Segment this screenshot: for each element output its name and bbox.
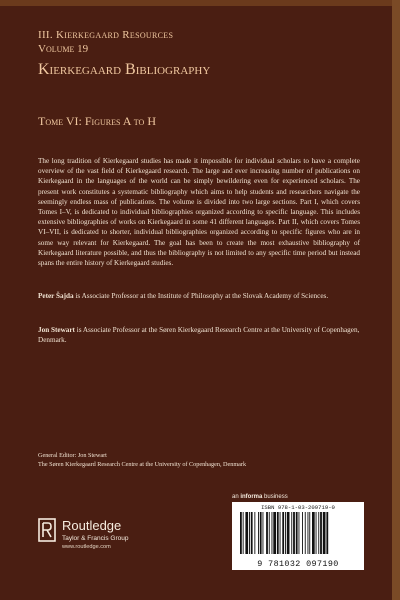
informa-tagline: an informa business: [232, 494, 288, 500]
cover-header: [38, 28, 368, 80]
publisher-name: Routledge: [62, 518, 122, 533]
editor-credits: [38, 451, 368, 469]
informa-brand: informa: [240, 494, 263, 500]
author-bio-text: is Associate Professor at the Institute of Philosophy at the Slovak Academy of Sciences.: [73, 292, 329, 300]
routledge-logo-icon: [38, 518, 56, 542]
publisher-block: [38, 518, 168, 578]
tome-subtitle: Tome VI: Figures A to H: [38, 114, 156, 128]
author-bio-stewart: [38, 325, 360, 345]
spine-edge-strip: [392, 0, 400, 600]
series-title: III. Kierkegaard Resources: [38, 29, 174, 41]
description-paragraph: The long tradition of Kierkegaard studies has made it impossible for individual scholars to have a complete overview of the vast field of Kierkegaard research. The large and ever increasing number of publications on Kierkegaard in the languages of the world can be simply bewildering even for experienced scholars. The present work constitutes a systematic bibliography which aims to help students and researchers navigate the seemingly endless mass of publications. The volume is divided into two large sections. Part I, which covers Tomes I–V, is dedicated to individual bibliographies organized according to specific language. This includes extensive bibliographies of works on Kierkegaard in some 41 different languages. Part II, which covers Tomes VI–VII, is dedicated to shorter, individual bibliographies organized according to specific figures who are in some way relevant for Kierkegaard. The goal has been to create the most exhaustive bibliography of Kierkegaard literature possible, and thus the bibliography is not limited to any specific time period but instead spans the entire history of Kierkegaard studies.: [38, 157, 360, 268]
isbn-label: ISBN 978-1-03-209719-0: [261, 504, 335, 511]
author-bio-text: is Associate Professor at the Søren Kierkegaard Research Centre at the University of Copenhagen, Denmark.: [38, 326, 360, 345]
isbn-digits: 9 781032 097190: [257, 559, 339, 569]
book-title: Kierkegaard Bibliography: [38, 61, 211, 78]
author-name: Jon Stewart: [38, 326, 75, 334]
publisher-url: www.routledge.com: [62, 544, 111, 550]
general-editor-line: General Editor: Jon Stewart: [38, 452, 107, 459]
author-bio-sajda: [38, 291, 360, 301]
barcode-bars: [240, 512, 358, 554]
research-centre-line: The Søren Kierkegaard Research Centre at the University of Copenhagen, Denmark: [38, 461, 247, 468]
isbn-barcode: [232, 502, 364, 570]
author-name: Peter Šajda: [38, 292, 74, 300]
volume-number: Volume 19: [38, 43, 89, 55]
publisher-group: Taylor & Francis Group: [62, 535, 129, 542]
top-edge-band: [0, 0, 392, 6]
